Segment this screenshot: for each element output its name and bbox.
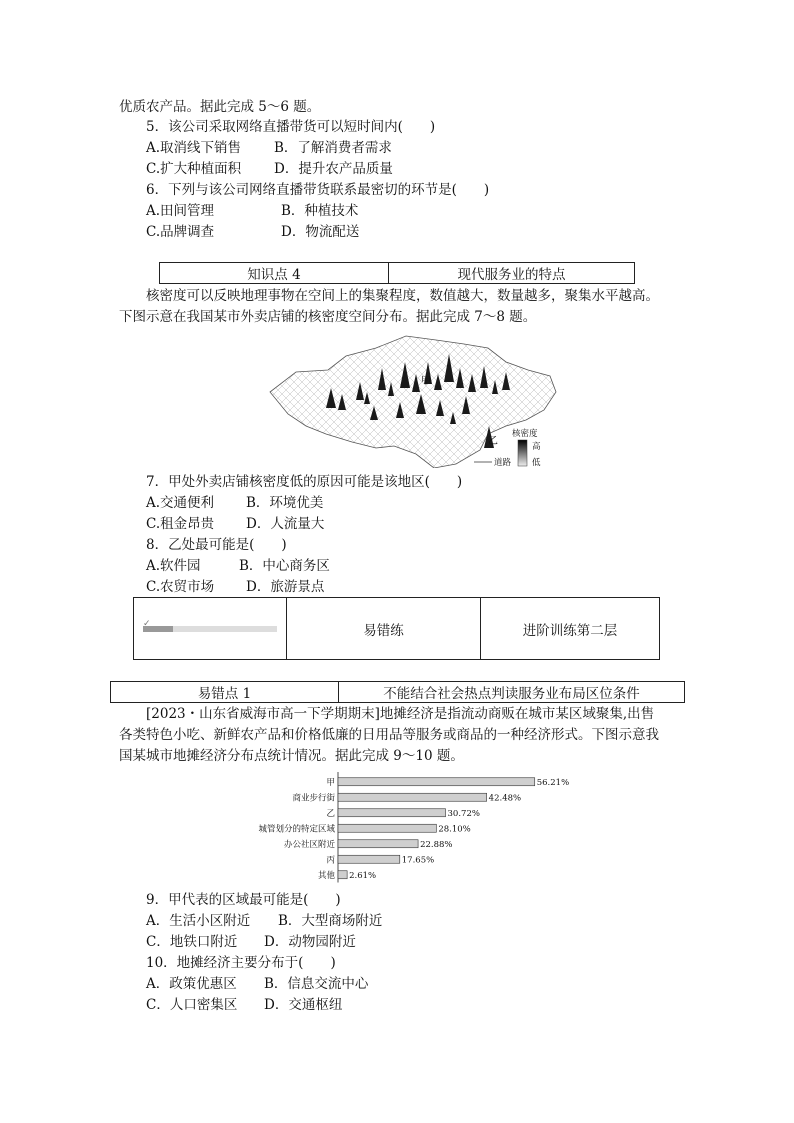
practice-header <box>133 597 660 660</box>
kp4-text-line1: 核密度可以反映地理事物在空间上的集聚程度，数值越大，数量越多，聚集水平越高。 <box>146 288 659 304</box>
chart-category-label: 商业步行街 <box>292 793 335 804</box>
q6-option-d: D．物流配送 <box>281 224 360 240</box>
chart-category-label: 丙 <box>326 855 335 866</box>
chart-bar <box>338 778 535 786</box>
q8-option-d: D．旅游景点 <box>246 579 325 595</box>
chart-category-label: 甲 <box>326 777 335 788</box>
q10-option-d: D．交通枢纽 <box>264 997 343 1013</box>
q9-stem: 9．甲代表的区域最可能是( ) <box>146 892 341 908</box>
check-icon: ✓ <box>143 618 151 629</box>
legend-low: 低 <box>532 458 541 468</box>
q7-option-b: B．环境优美 <box>246 495 324 511</box>
q7-stem: 7．甲处外卖店铺核密度低的原因可能是该地区( ) <box>146 474 463 490</box>
q5-stem: 5．该公司采取网络直播带货可以短时间内( ) <box>146 119 436 135</box>
q7-option-a: A.交通便利 <box>146 495 215 511</box>
chart-value-label: 22.88% <box>420 839 453 850</box>
err-text-line3: 国某城市地摊经济分布点统计情况。据此完成 9～10 题。 <box>119 748 464 764</box>
kernel-density-map <box>266 330 558 468</box>
chart-value-label: 42.48% <box>488 793 522 804</box>
q9-option-d: D．动物园附近 <box>264 934 356 950</box>
chart-value-label: 30.72% <box>447 808 480 819</box>
chart-bar <box>338 793 487 801</box>
chart-category-label: 办公社区附近 <box>283 839 335 850</box>
legend-road: 道路 <box>494 458 512 468</box>
q5-option-d: D．提升农产品质量 <box>274 161 393 177</box>
err1-title: 不能结合社会热点判读服务业布局区位条件 <box>339 682 685 703</box>
q8-stem: 8．乙处最可能是( ) <box>146 537 287 553</box>
q5-option-b: B．了解消费者需求 <box>274 140 392 156</box>
q6-stem: 6．下列与该公司网络直播带货联系最密切的环节是( ) <box>146 182 490 198</box>
intro-tail: 优质农产品。据此完成 5～6 题。 <box>119 99 321 115</box>
chart-bar <box>338 809 446 817</box>
q10-option-c: C．人口密集区 <box>146 997 238 1013</box>
q7-option-c: C.租金昂贵 <box>146 516 215 532</box>
q5-option-c: C.扩大种植面积 <box>146 161 242 177</box>
knowledge-point-4-header <box>159 262 635 284</box>
chart-category-label: 其他 <box>317 870 335 881</box>
q9-option-b: B．大型商场附近 <box>278 913 383 929</box>
map-label-yi: 乙 <box>488 436 498 447</box>
q9-option-c: C．地铁口附近 <box>146 934 238 950</box>
progress-bar <box>143 618 277 632</box>
q6-option-c: C.品牌调查 <box>146 224 215 240</box>
error-point-1-header <box>110 681 685 703</box>
kp4-title: 现代服务业的特点 <box>389 263 635 284</box>
chart-bar <box>338 855 400 863</box>
err1-label: 易错点 1 <box>111 682 339 703</box>
chart-value-label: 56.21% <box>536 777 570 788</box>
practice-mid: 易错练 <box>287 598 481 660</box>
chart-value-label: 17.65% <box>401 855 435 866</box>
map-label-jia: 甲 <box>421 376 431 387</box>
q6-option-a: A.田间管理 <box>146 203 215 219</box>
q10-option-b: B．信息交流中心 <box>264 976 369 992</box>
legend-high: 高 <box>532 442 541 452</box>
q10-stem: 10．地摊经济主要分布于( ) <box>146 955 336 971</box>
chart-bar <box>338 840 418 848</box>
chart-value-label: 2.61% <box>349 870 377 881</box>
kp4-text-line2: 下图示意在我国某市外卖店铺的核密度空间分布。据此完成 7～8 题。 <box>119 309 537 325</box>
legend-gradient <box>518 440 527 466</box>
kp4-label: 知识点 4 <box>160 263 389 284</box>
chart-category-label: 乙 <box>326 808 335 819</box>
q9-option-a: A．生活小区附近 <box>146 913 251 929</box>
q6-option-b: B．种植技术 <box>281 203 359 219</box>
err-text-line1: [2023・山东省威海市高一下学期期末]地摊经济是指流动商贩在城市某区域聚集,出售 <box>146 706 655 722</box>
q8-option-a: A.软件园 <box>146 558 201 574</box>
q8-option-c: C.农贸市场 <box>146 579 215 595</box>
street-vendor-bar-chart <box>250 772 580 884</box>
q10-option-a: A．政策优惠区 <box>146 976 237 992</box>
chart-bar <box>338 871 347 879</box>
chart-value-label: 28.10% <box>438 824 471 835</box>
practice-progress-cell <box>134 598 287 660</box>
legend-title: 核密度 <box>512 429 538 439</box>
err-text-line2: 各类特色小吃、新鲜农产品和价格低廉的日用品等服务或商品的一种经济形式。下图示意我 <box>119 727 659 743</box>
practice-right: 进阶训练第二层 <box>481 598 660 660</box>
q7-option-d: D．人流量大 <box>246 516 325 532</box>
q8-option-b: B．中心商务区 <box>239 558 330 574</box>
q5-option-a: A.取消线下销售 <box>146 140 242 156</box>
chart-bar <box>338 824 436 832</box>
chart-category-label: 城管划分的特定区域 <box>258 824 335 835</box>
